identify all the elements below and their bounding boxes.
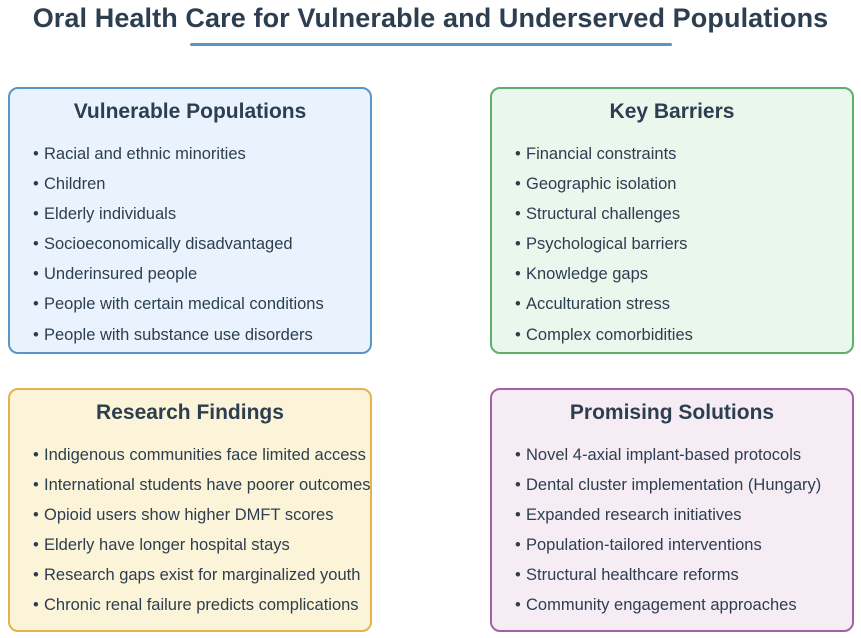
list-item: • Population-tailored interventions [492, 530, 852, 560]
list-item: • Expanded research initiatives [492, 500, 852, 530]
list-item: • Structural challenges [492, 199, 852, 229]
list-item: • Dental cluster implementation (Hungary) [492, 470, 852, 500]
research-findings-card [8, 388, 372, 632]
card-heading: Key Barriers [609, 100, 735, 123]
card-heading: Research Findings [96, 401, 284, 424]
card-list [10, 440, 370, 621]
list-item: • Acculturation stress [492, 289, 852, 319]
promising-solutions-card [490, 388, 854, 632]
list-item: • Underinsured people [10, 259, 370, 289]
list-item: • People with substance use disorders [10, 320, 370, 350]
card-list [10, 139, 370, 350]
card-heading: Promising Solutions [569, 401, 775, 424]
list-item: • Complex comorbidities [492, 320, 852, 350]
list-item: • Indigenous communities face limited access [10, 440, 370, 470]
list-item: • Chronic renal failure predicts complications [10, 590, 370, 620]
list-item: • Elderly have longer hospital stays [10, 530, 370, 560]
list-item: • Opioid users show higher DMFT scores [10, 500, 370, 530]
title-underline [190, 43, 672, 46]
list-item: • Research gaps exist for marginalized youth [10, 560, 370, 590]
page-title: Oral Health Care for Vulnerable and Underserved Populations [32, 3, 829, 33]
list-item: • International students have poorer outcomes [10, 470, 370, 500]
list-item: • Novel 4-axial implant-based protocols [492, 440, 852, 470]
list-item: • Structural healthcare reforms [492, 560, 852, 590]
vulnerable-populations-card [8, 87, 372, 354]
list-item: • Financial constraints [492, 139, 852, 169]
list-item: • Community engagement approaches [492, 590, 852, 620]
key-barriers-card [490, 87, 854, 354]
card-list [492, 440, 852, 621]
list-item: • Geographic isolation [492, 169, 852, 199]
card-heading: Vulnerable Populations [73, 100, 307, 123]
card-list [492, 139, 852, 350]
list-item: • Knowledge gaps [492, 259, 852, 289]
list-item: • Elderly individuals [10, 199, 370, 229]
list-item: • Psychological barriers [492, 229, 852, 259]
list-item: • Children [10, 169, 370, 199]
list-item: • Racial and ethnic minorities [10, 139, 370, 169]
list-item: • Socioeconomically disadvantaged [10, 229, 370, 259]
list-item: • People with certain medical conditions [10, 289, 370, 319]
